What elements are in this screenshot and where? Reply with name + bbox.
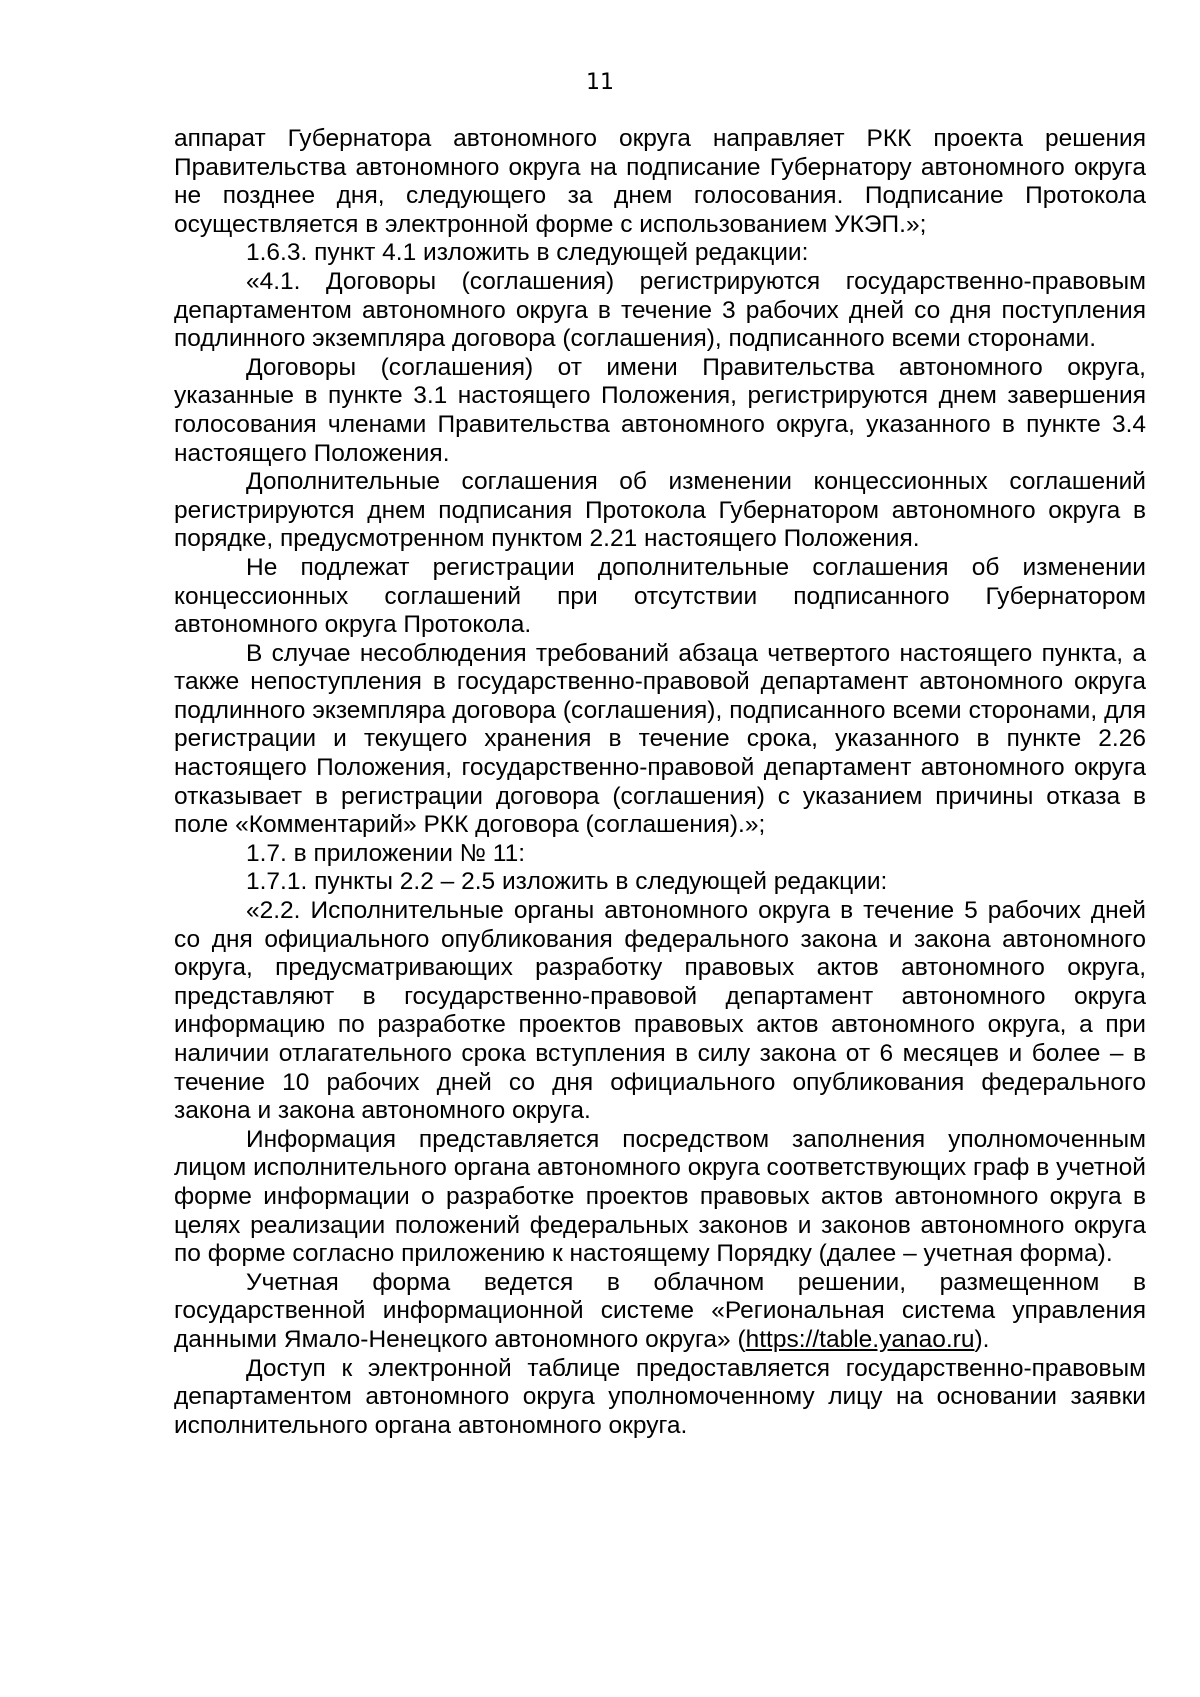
paragraph: «2.2. Исполнительные органы автономного округа в течение 5 рабочих дней со дня официального опубликования федерального закона и закона автономного округа, предусматривающих разработку правовых актов автономного округа, представляют в государственно-правовой департамент автономного округа информацию по разработке проектов правовых актов автономного округа, а при наличии отлагательного срока вступления в силу закона от 6 месяцев и более – в течение 10 рабочих дней со дня официального опубликования федерального закона и закона автономного округа. — [174, 897, 1146, 1125]
paragraph: Не подлежат регистрации дополнительные соглашения об изменении концессионных соглашений при отсутствии подписанного Губернатором автономного округа Протокола. — [174, 553, 1146, 639]
paragraph: Дополнительные соглашения об изменении концессионных соглашений регистрируются днем подписания Протокола Губернатором автономного округа в порядке, предусмотренном пунктом 2.21 настоящего Положения. — [174, 468, 1146, 553]
table-yanao-link[interactable]: https://table.yanao.ru — [745, 1325, 975, 1353]
paragraph: «4.1. Договоры (соглашения) регистрируются государственно-правовым департаментом автономного округа в течение 3 рабочих дней со дня поступления подлинного экземпляра договора (соглашения), подписанного всеми сторонами. — [174, 267, 1146, 353]
paragraph: Договоры (соглашения) от имени Правительства автономного округа, указанные в пункте 3.1 настоящего Положения, регистрируются днем завершения голосования членами Правительства автономного округа, указанного в пункте 3.4 настоящего Положения. — [174, 353, 1146, 467]
paragraph: Информация представляется посредством заполнения уполномоченным лицом исполнительного органа автономного округа соответствующих граф в учетной форме информации о разработке проектов правовых актов автономного округа в целях реализации положений федеральных законов и законов автономного округа по форме согласно приложению к настоящему Порядку (далее – учетная форма). — [174, 1125, 1146, 1268]
paragraph: 1.7. в приложении № 11: — [246, 839, 526, 867]
paragraph: В случае несоблюдения требований абзаца четвертого настоящего пункта, а также непоступления в государственно-правовой департамент автономного округа подлинного экземпляра договора (соглашения), подписанного всеми сторонами, для регистрации и текущего хранения в течение срока, указанного в пункте 2.26 настоящего Положения, государственно-правовой департамент автономного округа отказывает в регистрации договора (соглашения) с указанием причины отказа в поле «Комментарий» РКК договора (соглашения).»; — [174, 639, 1146, 839]
paragraph: 1.6.3. пункт 4.1 изложить в следующей редакции: — [246, 239, 809, 267]
page-number: 11 — [586, 70, 614, 95]
paragraph: аппарат Губернатора автономного округа направляет РКК проекта решения Правительства автономного округа на подписание Губернатору автономного округа не позднее дня, следующего за днем голосования. Подписание Протокола осуществляется в электронной форме с использованием УКЭП.»; — [174, 125, 1146, 238]
paragraph-text: Учетная форма ведется в облачном решении, размещенном в государственной информационной системе «Региональная система управления данными Ямало-Ненецкого автономного округа» ( — [174, 1268, 1146, 1353]
document-body — [174, 125, 1146, 1440]
paragraph-text: ). — [974, 1325, 990, 1353]
paragraph-cloud-solution — [174, 1269, 1146, 1355]
paragraph: 1.7.1. пункты 2.2 – 2.5 изложить в следующей редакции: — [246, 868, 888, 896]
paragraph: Доступ к электронной таблице предоставляется государственно-правовым департаментом автономного округа уполномоченному лицу на основании заявки исполнительного органа автономного округа. — [174, 1354, 1146, 1439]
